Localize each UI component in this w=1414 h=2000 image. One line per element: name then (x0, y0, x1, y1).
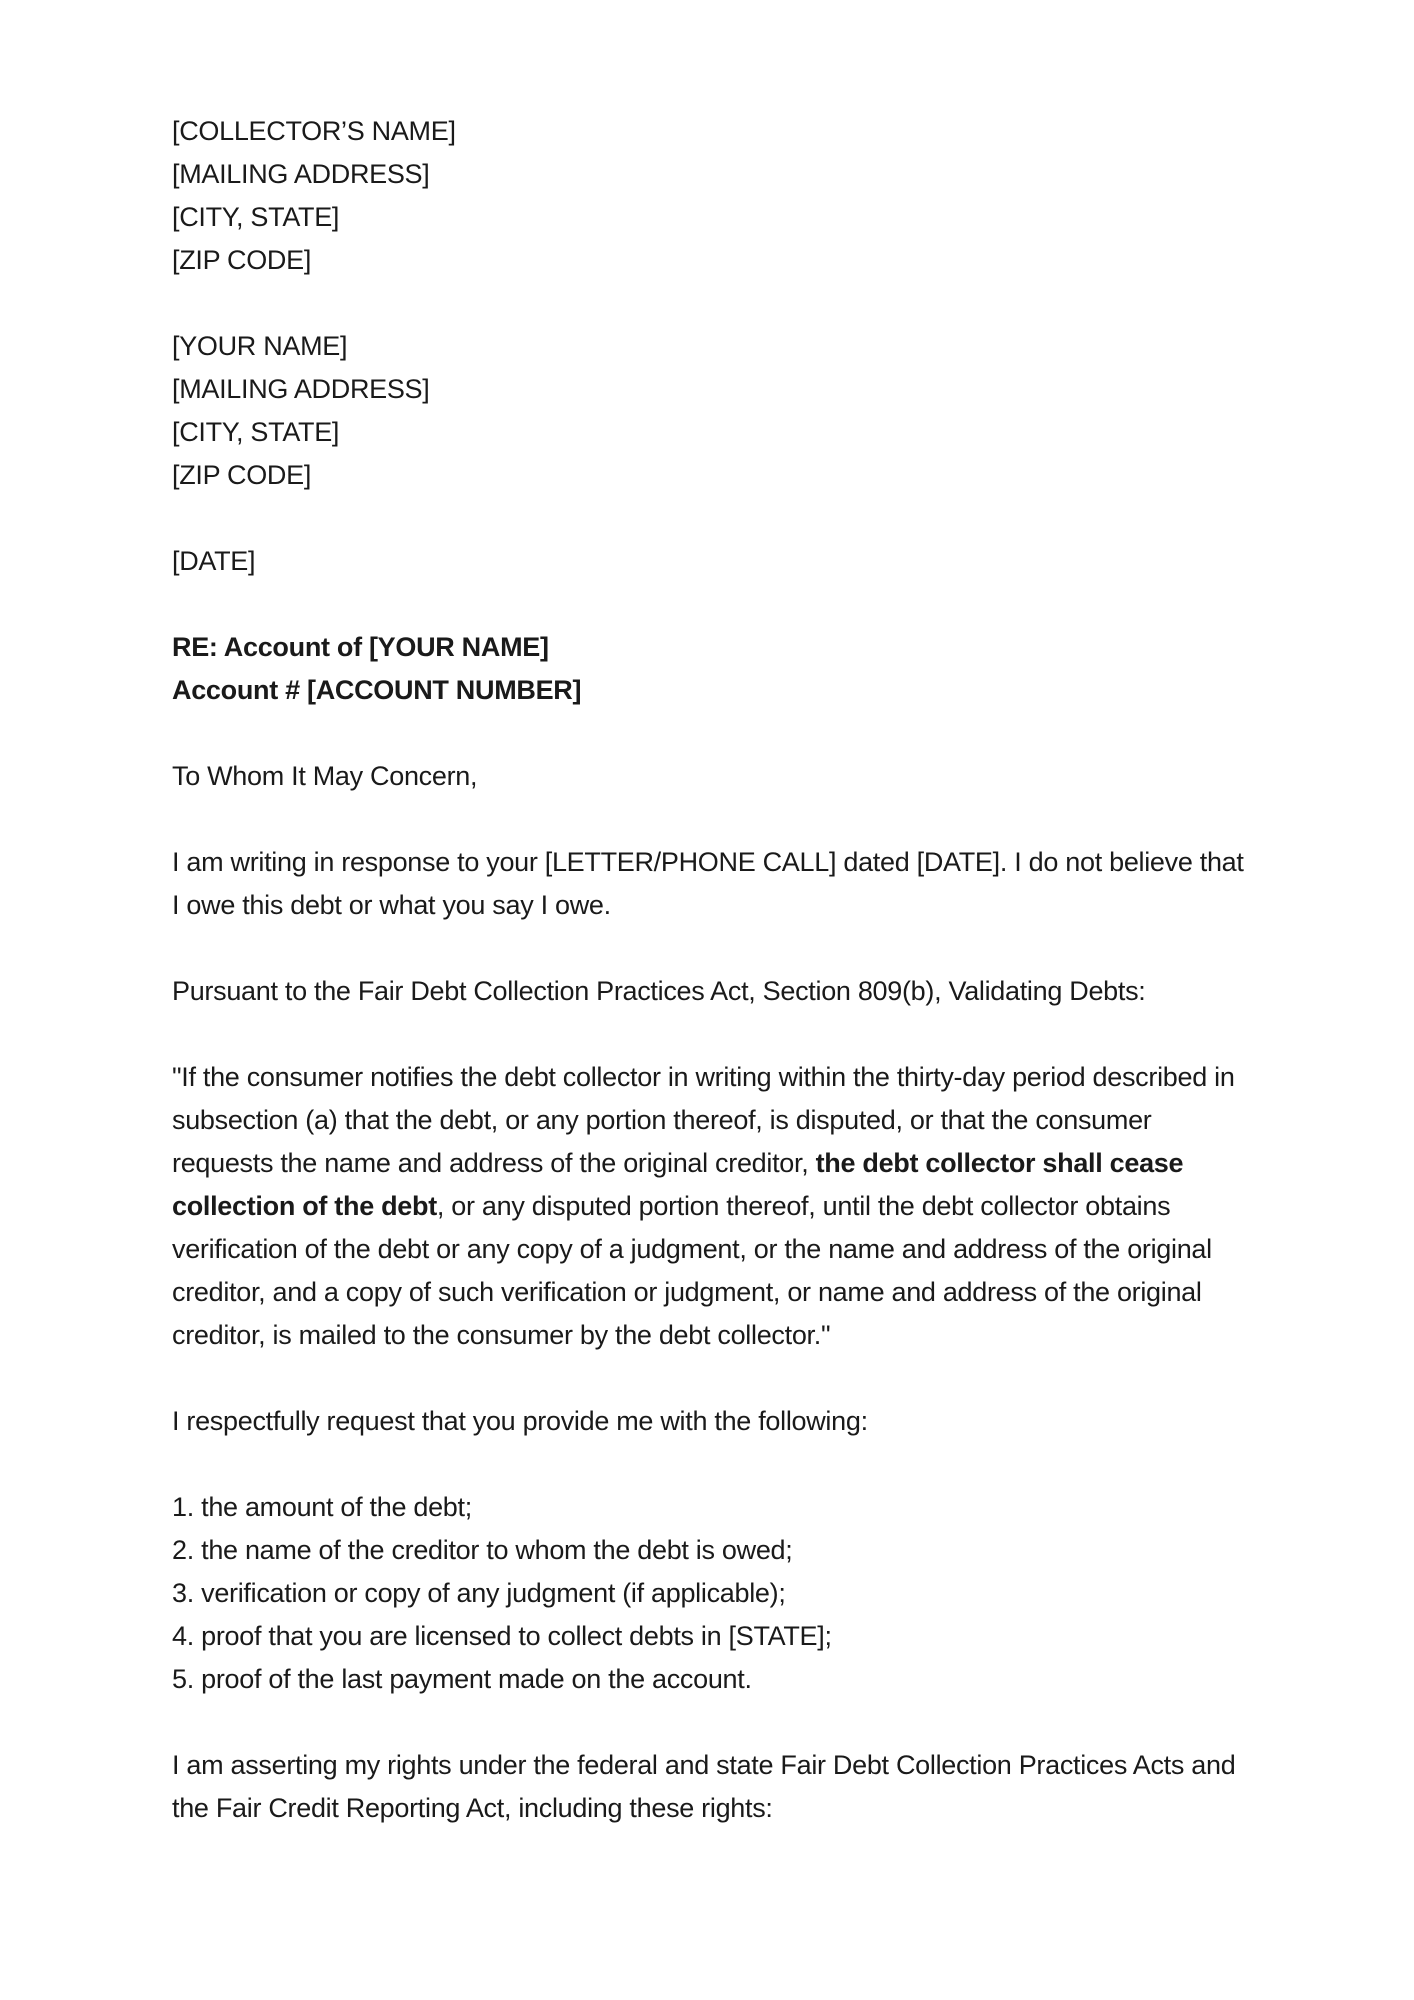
re-account-number: Account # [ACCOUNT NUMBER] (172, 675, 582, 705)
collector-city-state: [CITY, STATE] (172, 202, 340, 232)
intro-paragraph: I am writing in response to your [LETTER/PHONE CALL] dated [DATE]. I do not believe that I owe this debt or what you say I owe. (172, 847, 1244, 920)
sender-name: [YOUR NAME] (172, 331, 348, 361)
statute-quote-paragraph (172, 1056, 1252, 1357)
request-list (172, 1486, 1252, 1701)
sender-address-block (172, 325, 1252, 497)
re-block (172, 626, 1252, 712)
collector-mailing-address: [MAILING ADDRESS] (172, 159, 430, 189)
quote-text-bold: the debt collector shall cease collection of the debt (172, 1148, 1184, 1221)
letter-date: [DATE] (172, 546, 256, 576)
collector-address-block (172, 110, 1252, 282)
list-item: 2. the name of the creditor to whom the debt is owed; (172, 1535, 793, 1565)
list-item: 5. proof of the last payment made on the account. (172, 1664, 752, 1694)
salutation: To Whom It May Concern, (172, 761, 478, 791)
date-block (172, 540, 1252, 583)
asserting-rights-paragraph: I am asserting my rights under the federal and state Fair Debt Collection Practices Acts and the Fair Credit Reporting Act, including these rights: (172, 1750, 1236, 1823)
list-item: 4. proof that you are licensed to collect debts in [STATE]; (172, 1621, 832, 1651)
letter-page (172, 110, 1252, 1873)
list-item: 1. the amount of the debt; (172, 1492, 472, 1522)
request-paragraph: I respectfully request that you provide me with the following: (172, 1406, 868, 1436)
pursuant-paragraph: Pursuant to the Fair Debt Collection Practices Act, Section 809(b), Validating Debts: (172, 976, 1146, 1006)
quote-text-before: "If the consumer notifies the debt collector in writing within the thirty-day period described in subsection (a) that the debt, or any portion thereof, is disputed, or that the consumer requests the name and address of the original creditor, (172, 1062, 1235, 1178)
collector-zip: [ZIP CODE] (172, 245, 312, 275)
sender-mailing-address: [MAILING ADDRESS] (172, 374, 430, 404)
quote-text-after: , or any disputed portion thereof, until the debt collector obtains verification of the debt or any copy of a judgment, or the name and address of the original creditor, and a copy of such verification or judgment, or name and address of the original creditor, is mailed to the consumer by the debt collector." (172, 1191, 1212, 1350)
list-item: 3. verification or copy of any judgment (if applicable); (172, 1578, 786, 1608)
collector-name: [COLLECTOR’S NAME] (172, 116, 456, 146)
sender-city-state: [CITY, STATE] (172, 417, 340, 447)
re-account-of: RE: Account of [YOUR NAME] (172, 632, 549, 662)
sender-zip: [ZIP CODE] (172, 460, 312, 490)
